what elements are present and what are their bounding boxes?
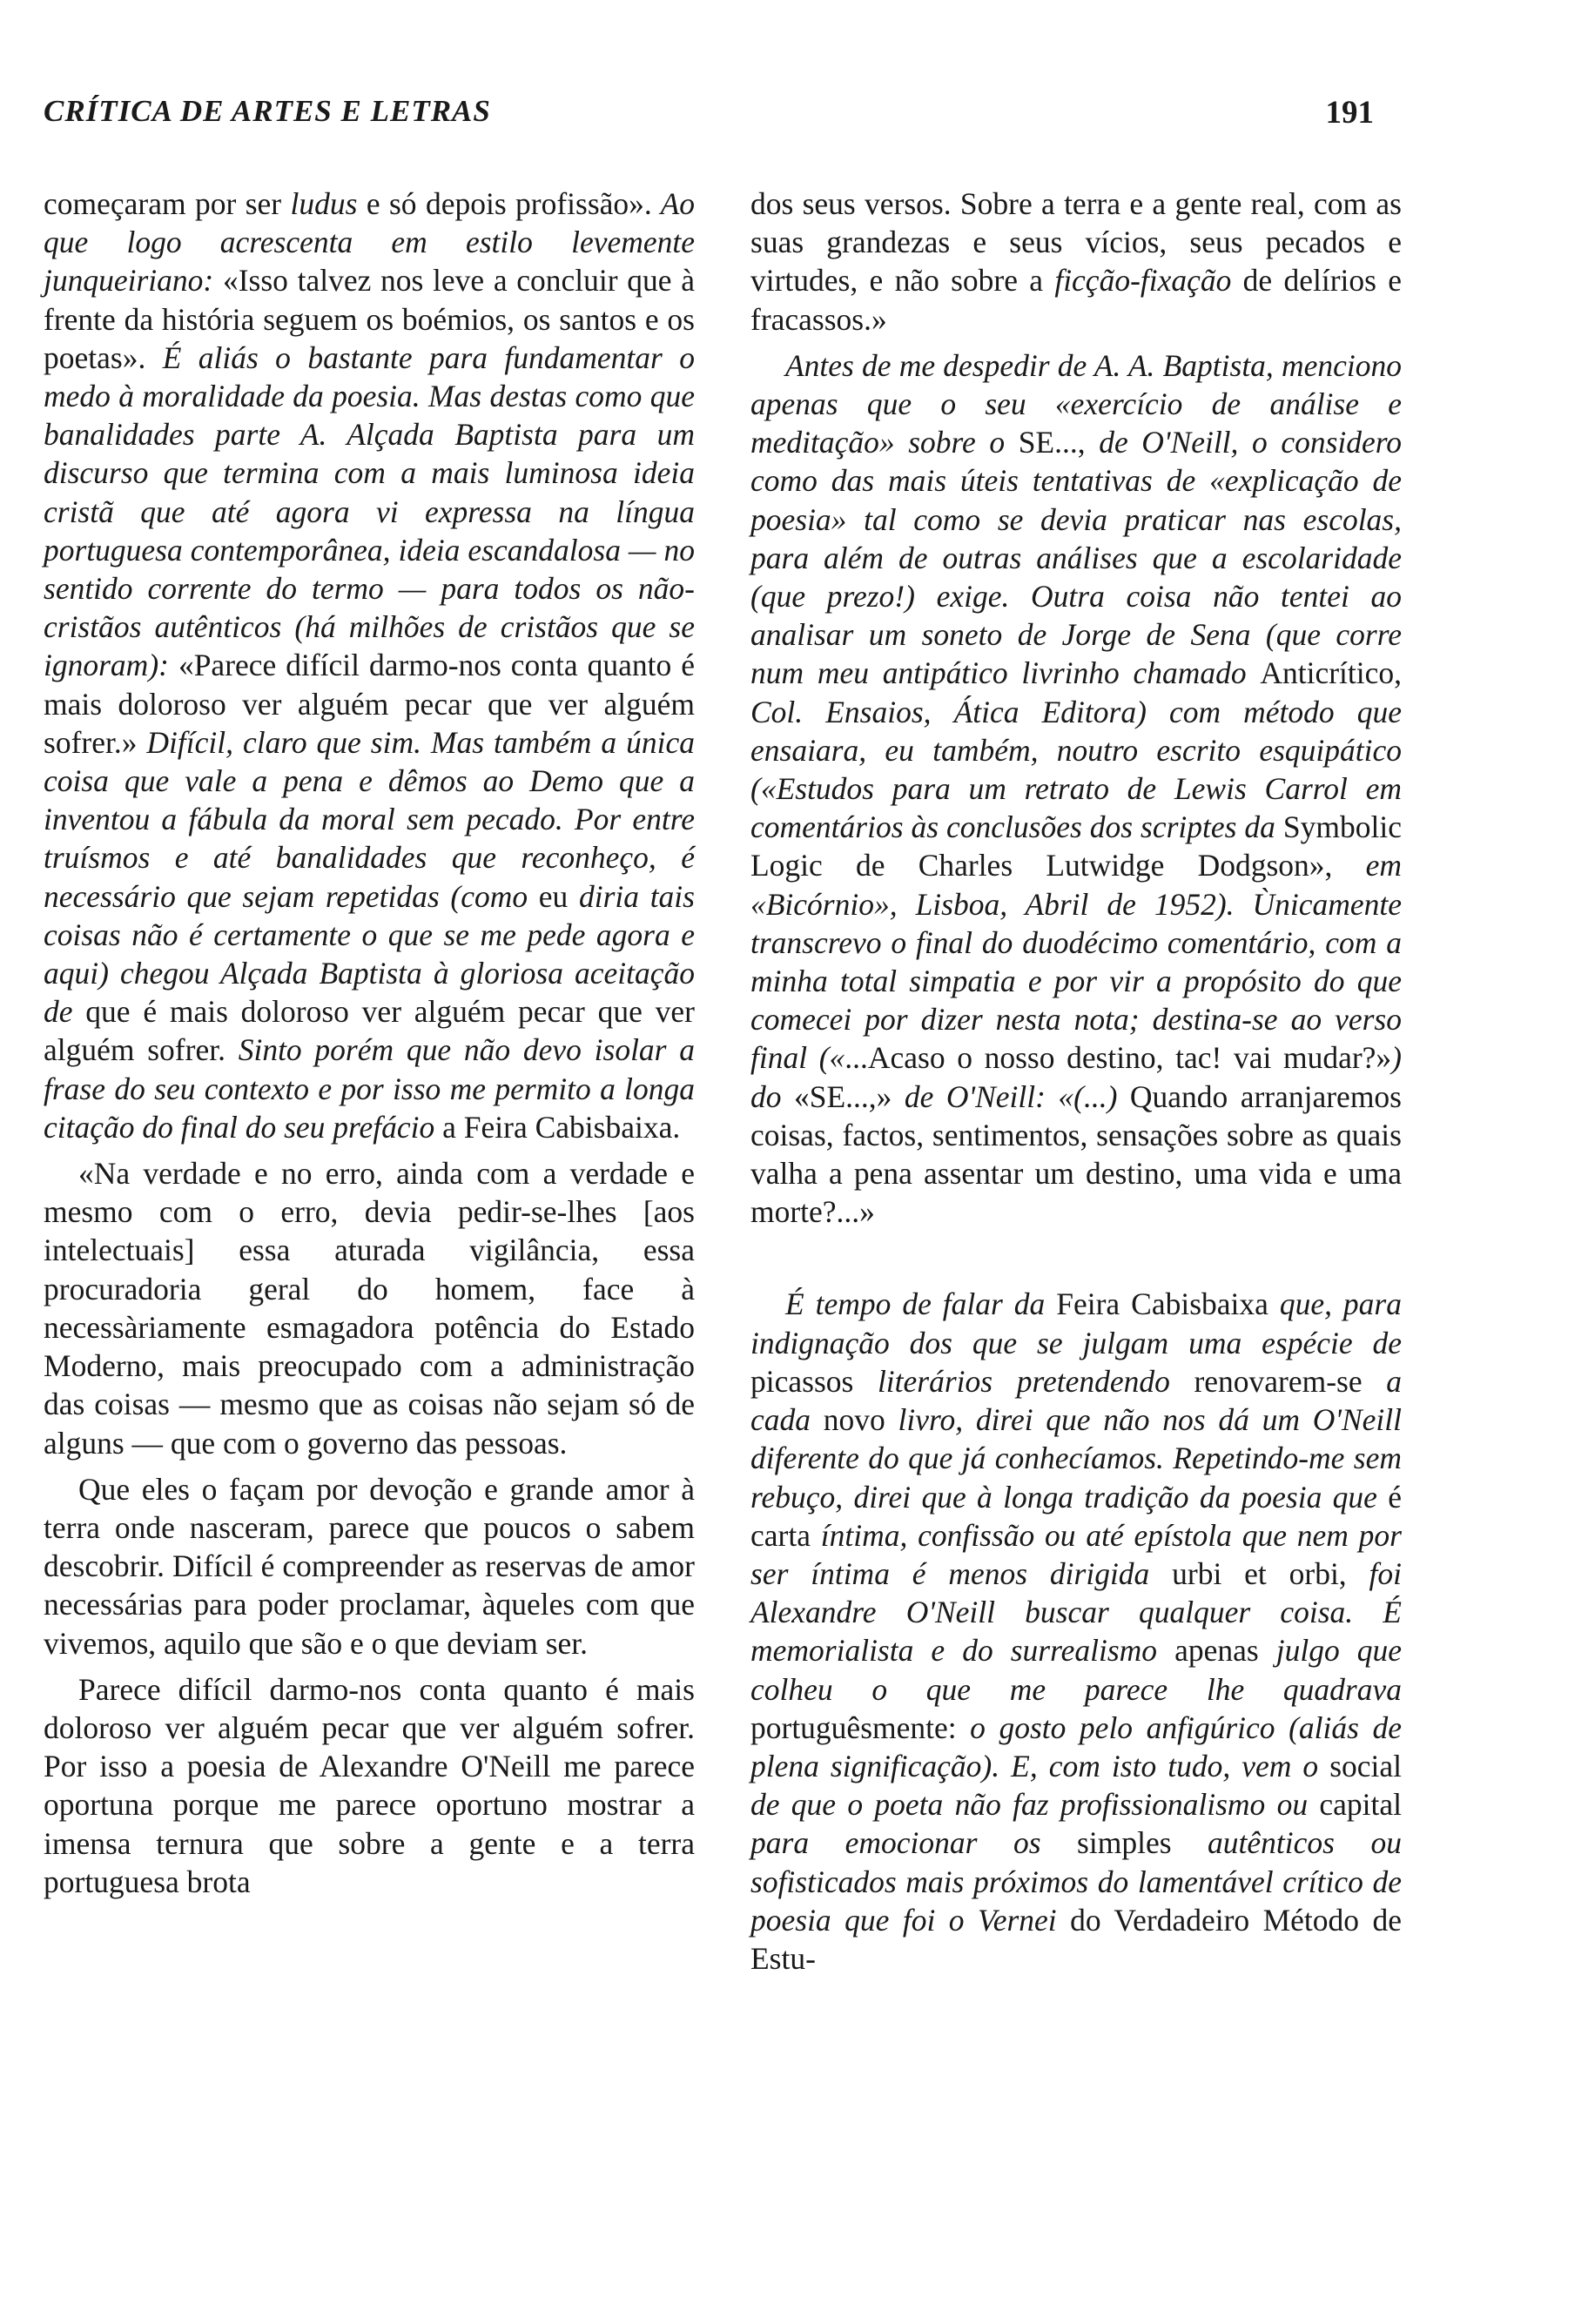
italic-run: que, para indignação dos que se julgam uma espécie de bbox=[750, 1286, 1402, 1360]
roman-run: Parece difícil darmo-nos conta quanto é mais doloroso ver alguém pecar que ver alguém sofrer. Por isso a poesia de Alexandre O'Neill me parece oportuna porque me parece oportuno mostrar a imensa ternura que sobre a gente e a terra portuguesa brota bbox=[44, 1671, 695, 1899]
italic-run: de que o poeta não faz profissionalismo ou bbox=[750, 1787, 1320, 1823]
italic-run: Sinto porém que não devo isolar a frase do seu contexto e por isso me permito a longa citação do final do seu prefácio bbox=[44, 1032, 696, 1145]
roman-run: é carta bbox=[750, 1479, 1402, 1553]
italic-run bbox=[131, 994, 144, 1029]
roman-run: urbi et orbi, bbox=[1172, 1555, 1347, 1591]
roman-run: eu bbox=[538, 878, 569, 914]
italic-run: foi Alexandre O'Neill buscar qualquer coisa. É memorialista e do surrealismo bbox=[750, 1555, 1402, 1669]
roman-run: dos seus versos. Sobre a terra e a gente real, com as suas grandezas e seus vícios, seus pecados e virtudes, e não sobre a bbox=[750, 186, 1402, 299]
right-column bbox=[750, 185, 1402, 1978]
left-column bbox=[44, 185, 695, 1901]
roman-run: apenas bbox=[1174, 1633, 1259, 1669]
italic-run: julgo que colheu o que me parece lhe quadrava bbox=[750, 1633, 1402, 1707]
roman-run: do Verdadeiro Método de Estu- bbox=[750, 1902, 1403, 1976]
roman-run: «SE...,» bbox=[793, 1078, 892, 1114]
roman-run: novo bbox=[823, 1402, 885, 1438]
paragraph bbox=[750, 185, 1402, 339]
italic-run: Col. Ensaios, Ática Editora) com método que ensaiara, eu também, noutro escrito esquipático («Estudos para um retrato de Lewis Carrol em comentários às conclusões dos scriptes da bbox=[750, 694, 1402, 845]
paragraph bbox=[44, 185, 695, 1146]
italic-run: ludus bbox=[290, 186, 358, 221]
italic-run: autênticos ou sofisticados mais próximos do lamentável crítico de poesia que foi o Vernei bbox=[750, 1825, 1402, 1938]
roman-run: portuguêsmente: bbox=[750, 1709, 957, 1745]
roman-run: e só depois profissão». bbox=[357, 186, 652, 221]
italic-run: É tempo de falar da bbox=[785, 1286, 1057, 1322]
italic-run: para emocionar os bbox=[750, 1825, 1078, 1861]
italic-run: o gosto pelo anfigúrico (aliás de plena significação). E, com isto tudo, vem o bbox=[750, 1709, 1402, 1783]
italic-run: em «Bicórnio», Lisboa, Abril de 1952). Ùnicamente transcrevo o final do duodécimo comentário, com a minha total simpatia e por vir a propósito do que comecei por dizer nesta nota; destina-se ao verso final (« bbox=[750, 848, 1402, 1076]
italic-run: ficção-fixação bbox=[1054, 263, 1232, 299]
roman-run: renovarem-se bbox=[1194, 1363, 1363, 1399]
paragraph bbox=[750, 1285, 1402, 1978]
italic-run: livro, direi que não nos dá um O'Neill diferente do que já conhecíamos. Repetindo-me sem rebuço, direi que à longa tradição da poesia que bbox=[750, 1402, 1402, 1515]
roman-run: «Parece difícil darmo-nos conta quanto é mais doloroso ver alguém pecar que ver alguém sofrer.» bbox=[44, 648, 695, 760]
page-number: 191 bbox=[1325, 95, 1374, 131]
italic-run: literários pretendendo bbox=[853, 1363, 1194, 1399]
italic-run: a cada bbox=[750, 1363, 1402, 1438]
italic-run: Ao que logo acrescenta em estilo levemente junqueiriano: bbox=[44, 186, 696, 299]
roman-run: Quando arranjaremos coisas, factos, sentimentos, sensações sobre as quais valha a pena assentar um destino, uma vida e uma morte?...» bbox=[750, 1078, 1402, 1230]
roman-run: Anticrítico, bbox=[1260, 655, 1402, 691]
italic-run: íntima, confissão ou até epístola que nem por ser íntima é menos dirigida bbox=[750, 1517, 1402, 1591]
italic-run: É aliás o bastante para fundamentar o medo à moralidade da poesia. Mas destas como que banalidades parte A. Alçada Baptista para um discurso que termina com a mais luminosa ideia cristã que até agora vi expressa na língua portuguesa contemporânea, ideia escandalosa — no sentido corrente do termo — para todos os não-cristãos autênticos (há milhões de cristãos que se ignoram): bbox=[44, 339, 695, 683]
roman-run: que bbox=[85, 994, 131, 1030]
roman-run: «Na verdade e no erro, ainda com a verdade e mesmo com o erro, devia pedir-se-lhes [aos intelectuais] essa aturada vigilância, essa procuradoria geral do homem, face à necessàriamente esmagadora potência do Estado Moderno, mais preocupado com a administração das coisas — mesmo que as coisas não sejam só de alguns — que com o governo das pessoas. bbox=[44, 1156, 695, 1461]
roman-run: é mais doloroso ver alguém pecar que ver alguém sofrer. bbox=[44, 994, 695, 1068]
paragraph bbox=[750, 346, 1402, 1232]
roman-run: simples bbox=[1077, 1825, 1172, 1861]
italic-run: de O'Neill, o considero como das mais úteis tentativas de «explicação de poesia» tal como se devia praticar nas escolas, para além de outras análises que a escolaridade (que prezo!) exige. Outra coisa não tentei ao analisar um soneto de Jorge de Sena (que corre num meu antipático livrinho chamado bbox=[750, 425, 1403, 691]
italic-run: diria tais coisas não é certamente o que se me pede agora e aqui) chegou Alçada Baptista à gloriosa aceitação de bbox=[44, 878, 695, 1030]
roman-run: Que eles o façam por devoção e grande amor à terra onde nasceram, parece que poucos o sabem descobrir. Difícil é compreender as reservas de amor necessárias para poder proclamar, àqueles com que vivemos, aquilo que são e o que deviam ser. bbox=[44, 1471, 695, 1661]
paragraph bbox=[44, 1670, 695, 1901]
italic-run: de O'Neill: «(...) bbox=[892, 1078, 1130, 1114]
running-head: CRÍTICA DE ARTES E LETRAS bbox=[44, 94, 491, 128]
roman-run: Feira Cabisbaixa bbox=[1056, 1286, 1268, 1322]
roman-run: «Isso talvez nos leve a concluir que à frente da história seguem os boémios, os santos e os poetas». bbox=[44, 263, 695, 375]
roman-run: de delírios e fracassos.» bbox=[750, 263, 1402, 337]
roman-run: capital bbox=[1319, 1787, 1402, 1823]
roman-run: picassos bbox=[750, 1363, 854, 1399]
roman-run: a Feira Cabisbaixa. bbox=[442, 1109, 681, 1145]
italic-run: Difícil, claro que sim. Mas também a única coisa que vale a pena e dêmos ao Demo que a inventou a fábula da moral sem pecado. Por entre truísmos e até banalidades que reconheço, é necessário que sejam repetidas (como bbox=[44, 724, 695, 914]
roman-run: começaram por ser bbox=[44, 186, 291, 221]
roman-run: SE..., bbox=[1018, 425, 1100, 460]
roman-run: ...Acaso o nosso destino, tac! vai mudar?» bbox=[844, 1040, 1392, 1076]
paragraph bbox=[44, 1154, 695, 1462]
roman-run: social bbox=[1329, 1748, 1402, 1783]
italic-run: ) do bbox=[750, 1040, 1402, 1114]
italic-run: Antes de me despedir de A. A. Baptista, menciono apenas que o seu «exercício de análise e meditação» sobre o bbox=[750, 347, 1402, 460]
roman-run: Symbolic Logic de Charles Lutwidge Dodgson», bbox=[750, 809, 1402, 883]
paragraph bbox=[44, 1470, 695, 1662]
